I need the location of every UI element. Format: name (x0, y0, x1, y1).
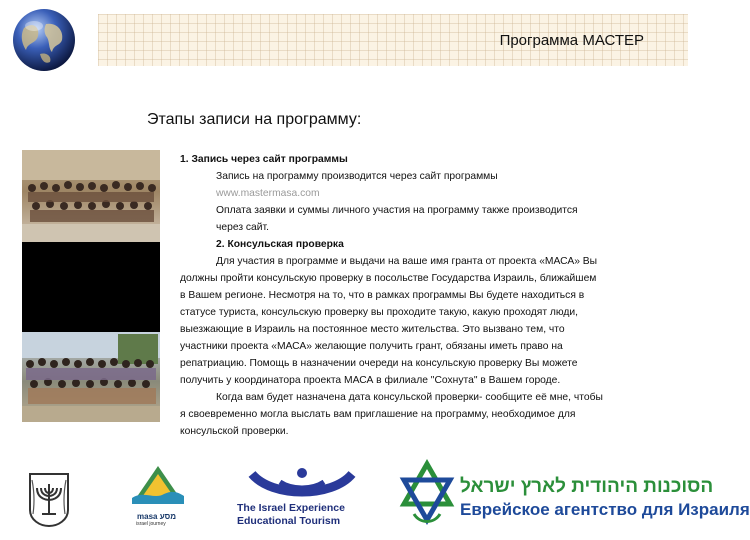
page-title: Этапы записи на программу: (147, 111, 362, 128)
step2-line: статусе туриста, консульскую проверку вы проходите такую, какую проходят люди, (180, 307, 579, 318)
group-photo-bottom (22, 332, 160, 422)
globe-icon (10, 6, 78, 74)
jafi-russian-text: Еврейское агентство для Израиля (460, 500, 750, 519)
footer-logos (0, 462, 750, 532)
group-photo-top (22, 150, 160, 242)
step2-indented-line: Когда вам будет назначена дата консульской проверки- сообщите её мне, чтобы (216, 392, 603, 403)
masa-logo-subtext: israel journey (136, 521, 166, 527)
step2-line: участники проекта «МАСА» желающие получить грант, обязаны иметь право на (180, 341, 563, 352)
body-text (180, 151, 650, 440)
photo-column (22, 150, 160, 422)
step2-line: должны пройти консульскую проверку в посольстве Государства Израиль, ближайшем (180, 273, 597, 284)
step1-line3: через сайт. (216, 222, 269, 233)
jafi-star-icon (400, 462, 454, 528)
israel-emblem-icon (26, 470, 72, 528)
website-link[interactable]: www.mastermasa.com (216, 188, 320, 199)
header-bar (98, 14, 688, 66)
step2-line: в Вашем регионе. Несмотря на то, что в рамках программы Вы будете находиться в (180, 290, 585, 301)
step2-line: репатриацию. Помощь в назначении очереди на консульскую проверку Вы можете (180, 358, 578, 369)
masa-logo-text: masa מסע (137, 512, 177, 521)
step1-line1: Запись на программу производится через сайт программы (216, 171, 498, 182)
step2-line1: Для участия в программе и выдачи на ваше имя гранта от проекта «МАСА» Вы (216, 256, 598, 267)
step2-tail-line: консульской проверки. (180, 426, 289, 437)
step2-line: выезжающие в Израиль на постоянное место жительства. Это вызвано тем, что (180, 324, 565, 335)
jafi-hebrew-text: הסוכנות היהודית לארץ ישראל (460, 476, 714, 497)
step1-line2: Оплата заявки и суммы личного участия на программу также производится (216, 205, 578, 216)
step2-heading: 2. Консульская проверка (216, 239, 344, 250)
step2-line: получить у координатора проекта МАСА в филиале "Сохнута" в Вашем городе. (180, 375, 561, 386)
tie-logo-line1: The Israel Experience (237, 502, 345, 514)
photo-placeholder-black (22, 242, 160, 332)
header-title: Программа МАСТЕР (499, 32, 644, 49)
tie-logo-line2: Educational Tourism (237, 515, 341, 527)
step1-heading: 1. Запись через сайт программы (180, 154, 348, 165)
step2-tail-line: я своевременно могла выслать вам приглашение на программу, необходимое для (180, 409, 576, 420)
